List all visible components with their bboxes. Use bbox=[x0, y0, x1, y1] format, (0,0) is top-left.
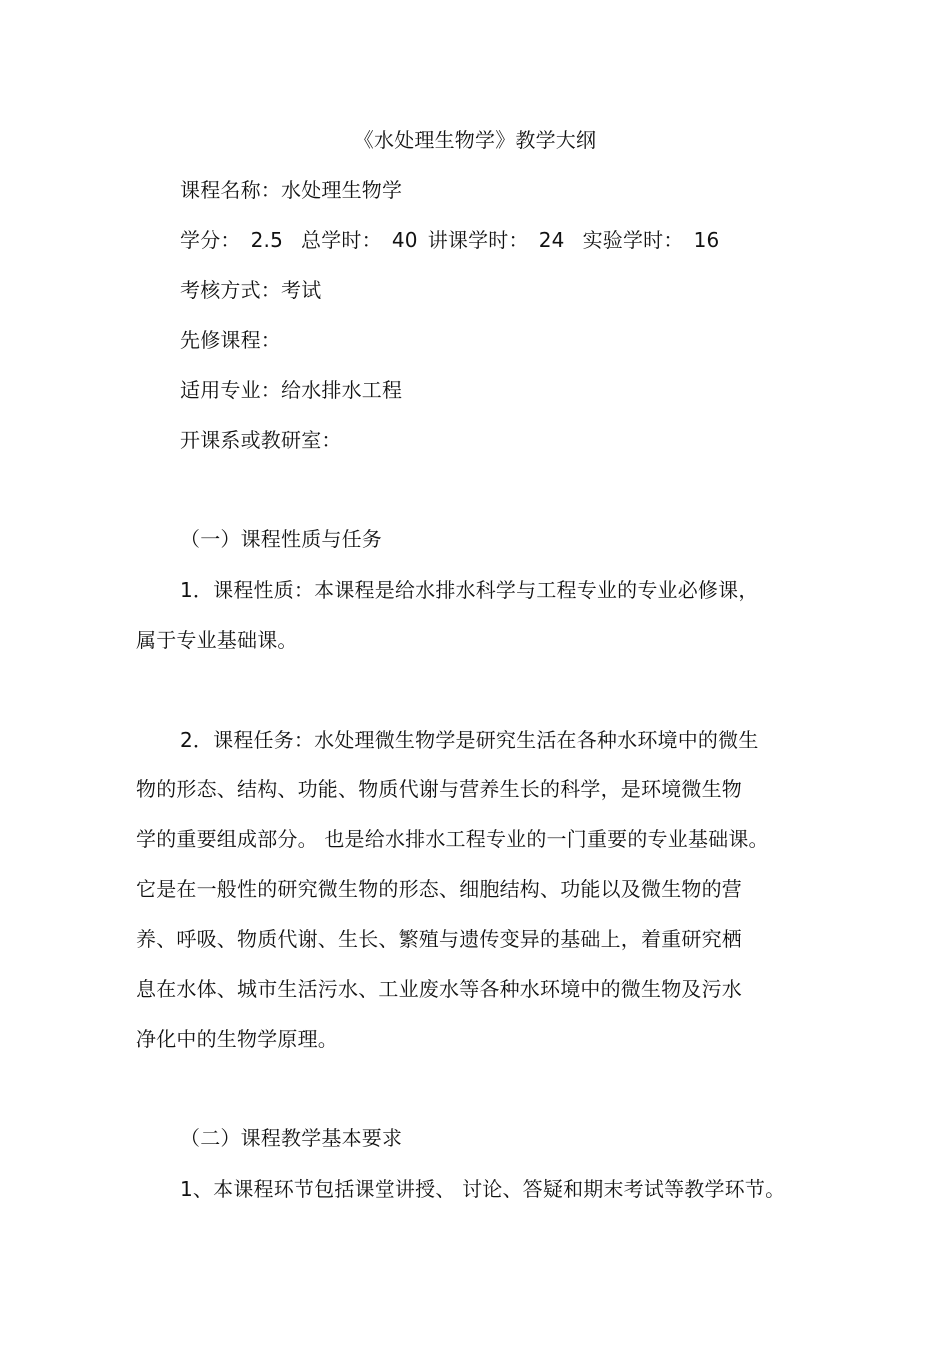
section1-item1-line: 属于专业基础课。 bbox=[136, 628, 298, 652]
credits-hours-line bbox=[180, 226, 719, 254]
total-hours-value: 40 bbox=[391, 228, 418, 252]
lab-hours-value: 16 bbox=[693, 228, 720, 252]
section2-heading: （二）课程教学基本要求 bbox=[180, 1126, 403, 1150]
course-name-line: 课程名称：水处理生物学 bbox=[180, 178, 403, 202]
section2-item1-line: 1、本课程环节包括课堂讲授、 讨论、答疑和期末考试等教学环节。 bbox=[180, 1177, 786, 1201]
document-title: 《水处理生物学》教学大纲 bbox=[353, 128, 597, 152]
major-line: 适用专业：给水排水工程 bbox=[180, 378, 403, 402]
section1-item2-line: 它是在一般性的研究微生物的形态、细胞结构、功能以及微生物的营 bbox=[136, 877, 742, 901]
lab-hours-label: 实验学时： bbox=[582, 228, 684, 252]
section1-item2-line: 息在水体、城市生活污水、工业废水等各种水环境中的微生物及污水 bbox=[136, 977, 742, 1001]
section1-item2-line: 2．课程任务：水处理微生物学是研究生活在各种水环境中的微生 bbox=[180, 728, 759, 752]
section1-item2-line: 物的形态、结构、功能、物质代谢与营养生长的科学，是环境微生物 bbox=[136, 777, 742, 801]
credits-label: 学分： bbox=[180, 228, 241, 252]
section1-item2-line: 学的重要组成部分。 也是给水排水工程专业的一门重要的专业基础课。 bbox=[136, 827, 769, 851]
section1-heading: （一）课程性质与任务 bbox=[180, 527, 382, 551]
section1-item2-line: 养、呼吸、物质代谢、生长、繁殖与遗传变异的基础上，着重研究栖 bbox=[136, 927, 742, 951]
total-hours-label: 总学时： bbox=[301, 228, 382, 252]
credits-value: 2.5 bbox=[250, 228, 284, 252]
lecture-hours-label: 讲课学时： bbox=[427, 228, 529, 252]
section1-item1-line: 1．课程性质：本课程是给水排水科学与工程专业的专业必修课， bbox=[180, 578, 759, 602]
lecture-hours-value: 24 bbox=[538, 228, 565, 252]
assessment-line: 考核方式：考试 bbox=[180, 278, 322, 302]
section1-item2-line: 净化中的生物学原理。 bbox=[136, 1027, 338, 1051]
prerequisites-line: 先修课程： bbox=[180, 328, 281, 352]
department-line: 开课系或教研室： bbox=[180, 428, 342, 452]
